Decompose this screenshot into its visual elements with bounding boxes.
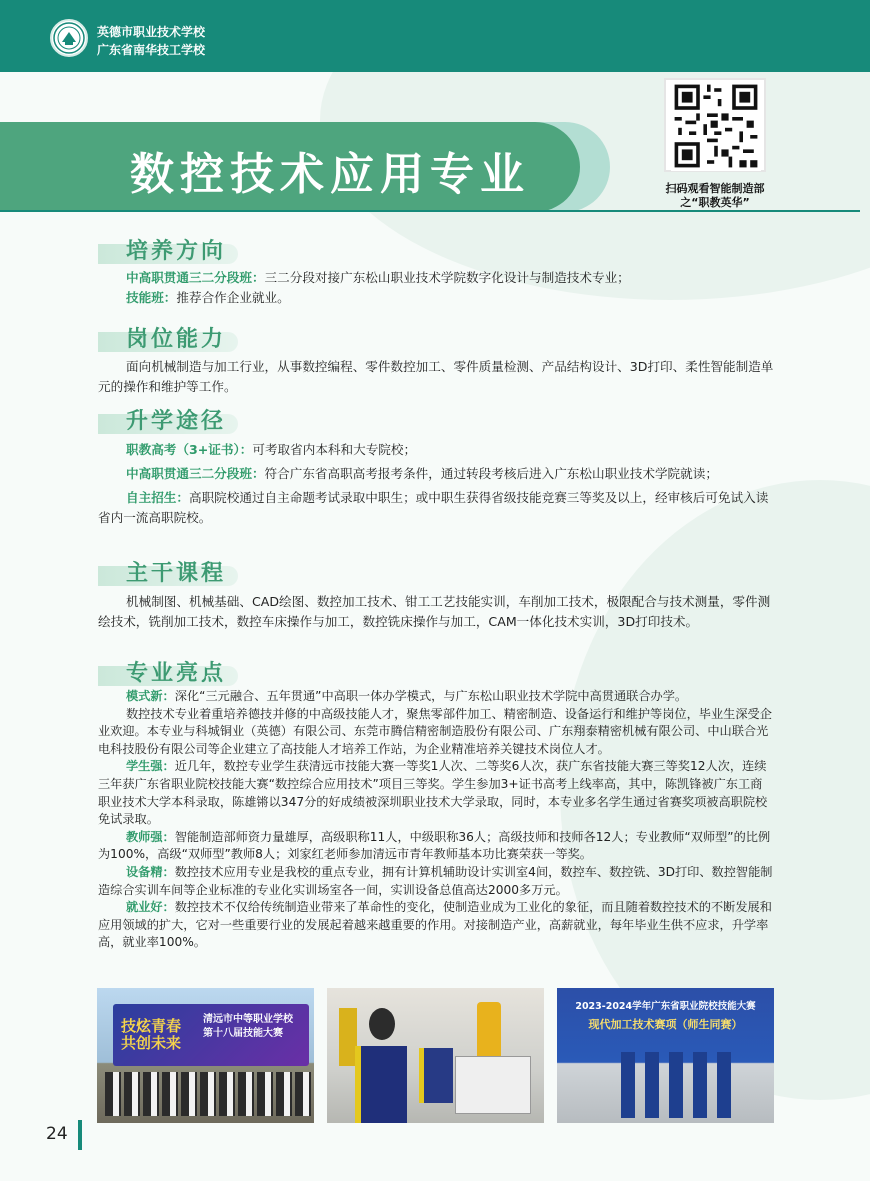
- section-heading-further: 升学途径: [126, 404, 226, 434]
- highlight-item: [98, 829, 774, 864]
- highlight-label: 教师强：: [126, 829, 175, 844]
- page-number: 24: [46, 1124, 68, 1144]
- photo-student-2: [419, 1048, 453, 1103]
- highlight-text: 数控技术不仅给传统制造业带来了革命性的变化，使制造业成为工业化的象征，而且随着数控技术的不断发展和应用领域的扩大，它对一些重要行业的发展起着越来越重要的作用。对接制造产业，高薪就业，每年毕业生供不应求，升学率高，就业率100%。: [98, 900, 772, 950]
- school-name-2: 广东省南华技工学校: [97, 43, 206, 57]
- title-rule: [0, 210, 860, 212]
- highlight-text: 数控技术应用专业是我校的重点专业，拥有计算机辅助设计实训室4间，数控车、数控铣、3D打印、数控智能制造综合实训车间等企业标准的专业化实训场室各一间，实训设备总值高达2000多万元。: [98, 864, 773, 897]
- photo-workshop: [327, 988, 544, 1123]
- qr-caption-2: 之“职教英华”: [680, 196, 750, 209]
- training-block: [98, 268, 774, 308]
- section-heading-courses: 主干课程: [126, 556, 226, 586]
- photo-banner-text-2: 第十八届技能大赛: [203, 1028, 283, 1039]
- further-label: 中高职贯通三二分段班：: [126, 466, 265, 481]
- courses-text: 机械制图、机械基础、CAD绘图、数控加工技术、钳工工艺技能实训，车削加工技术，极限配合与技术测量，零件测绘技术，铣削加工技术，数控车床操作与加工，数控铣床操作与加工，CAM一体化技术实训，3D打印技术。: [98, 594, 771, 629]
- highlight-label: 就业好：: [126, 900, 175, 915]
- photo-banner-text-1: 清远市中等职业学校: [203, 1014, 293, 1025]
- photo-award-team: [557, 988, 774, 1123]
- photo-team-members: [621, 1052, 741, 1118]
- highlight-item: [98, 899, 774, 952]
- further-line: [98, 464, 774, 484]
- training-line: [98, 268, 774, 288]
- photo-award-banner-1: 2023-2024学年广东省职业院校技能大赛: [575, 1001, 756, 1012]
- highlight-text: 近几年，数控专业学生获清远市技能大赛一等奖1人次、二等奖6人次，获广东省技能大赛三等奖12人次，连续三年获广东省职业院校技能大赛“数控综合应用技术”项目三等奖。学生参加3+证书高考上线率高，其中，陈凯锋被广东工商职业技术大学本科录取，陈雄锵以347分的好成绩被深圳职业技术大学录取，同时，本专业多名学生通过省赛奖项被高职院校免试录取。: [98, 759, 768, 827]
- training-line: [98, 288, 774, 308]
- highlight-item: [98, 758, 774, 828]
- page-title: 数控技术应用专业: [130, 149, 530, 200]
- highlight-label: 学生强：: [126, 759, 175, 774]
- further-text: 可考取省内本科和大专院校；: [252, 442, 417, 457]
- highlight-item: [98, 864, 774, 899]
- further-line: [98, 488, 774, 528]
- section-heading-training: 培养方向: [126, 234, 226, 264]
- highlight-label: 设备精：: [126, 864, 175, 879]
- training-text: 推荐合作企业就业。: [176, 290, 290, 305]
- photo-student-head: [369, 1008, 395, 1040]
- school-name-1: 英德市职业技术学校: [97, 25, 206, 39]
- highlight-text: 智能制造部师资力量雄厚，高级职称11人，中级职称36人；高级技师和技师各12人；专业教师“双师型”的比例为100%，高级“双师型”教师8人；刘家红老师参加清远市青年教师基本功比赛荣获一等奖。: [98, 829, 771, 862]
- highlight-label: 模式新：: [126, 689, 175, 703]
- position-text: 面向机械制造与加工行业，从事数控编程、零件数控加工、零件质量检测、产品结构设计、3D打印、柔性智能制造单元的操作和维护等工作。: [98, 359, 774, 394]
- section-heading-highlights: 专业亮点: [126, 656, 226, 686]
- further-line: [98, 440, 774, 460]
- training-text: 三二分段对接广东松山职业技术学院数字化设计与制造技术专业；: [264, 270, 630, 285]
- highlight-text: 深化“三元融合、五年贯通”中高职一体办学模式，与广东松山职业技术学院中高贯通联合办学。: [174, 689, 688, 703]
- photo-competition-group: [97, 988, 314, 1123]
- photo-student-1: [355, 1046, 407, 1123]
- school-logo-icon: [50, 19, 88, 57]
- highlight-text: 数控技术专业着重培养德技并修的中高级技能人才，聚焦零部件加工、精密制造、设备运行和维护等岗位，毕业生深受企业欢迎。本专业与科城铜业（英德）有限公司、东莞市腾信精密制造股份有限公司、广东翔泰精密机械有限公司、中山联合光电科技股份有限公司等企业建立了高技能人才培养工作站，为企业精准培养关键技术岗位人才。: [98, 706, 772, 756]
- page-number-bar: [78, 1120, 82, 1150]
- photo-machine: [455, 1056, 531, 1114]
- training-label: 技能班：: [126, 290, 177, 305]
- qr-caption-1: 扫码观看智能制造部: [665, 182, 765, 195]
- photo-people: [105, 1072, 311, 1116]
- qr-code: [664, 78, 766, 172]
- highlight-item: [98, 706, 774, 759]
- qr-code-icon: [667, 81, 765, 171]
- further-block: [98, 440, 774, 528]
- section-heading-position: 岗位能力: [126, 322, 226, 352]
- further-text: 符合广东省高职高考报考条件，通过转段考核后进入广东松山职业技术学院就读；: [264, 466, 718, 481]
- highlights-block: [98, 688, 774, 952]
- training-label: 中高职贯通三二分段班：: [126, 270, 265, 285]
- further-text: 高职院校通过自主命题考试录取中职生；或中职生获得省级技能竞赛三等奖及以上，经审核后可免试入读省内一流高职院校。: [98, 490, 769, 525]
- further-label: 职教高考（3+证书）：: [126, 442, 253, 457]
- photo-award-banner-2: 现代加工技术赛项（师生同赛）: [588, 1018, 743, 1031]
- further-label: 自主招生：: [126, 490, 189, 505]
- highlight-item: [98, 688, 774, 706]
- photo-slogan: 技炫青春 共创未来: [121, 1017, 182, 1052]
